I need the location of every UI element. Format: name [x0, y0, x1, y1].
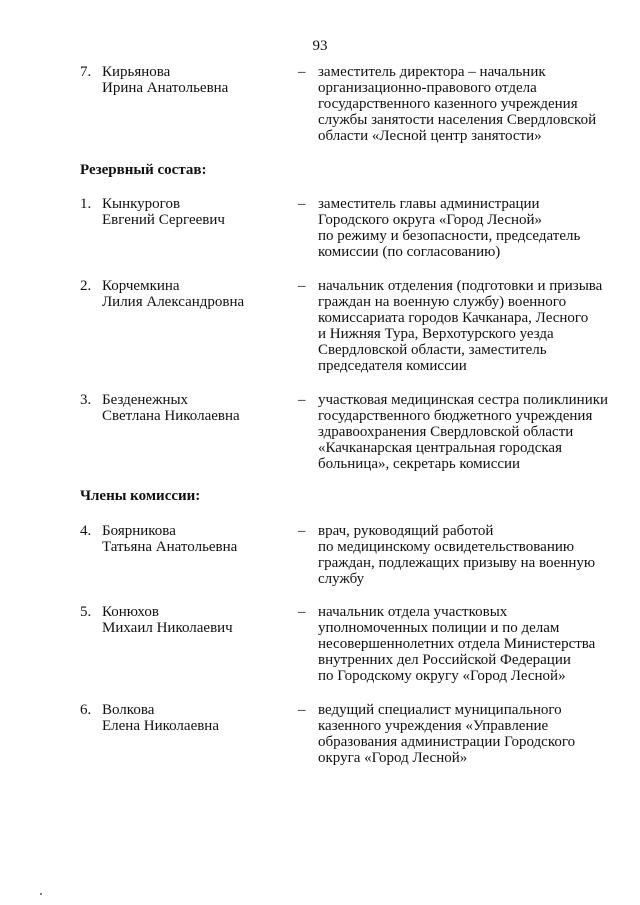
given-names: Ирина Анатольевна [102, 80, 229, 96]
desc-line: организационно-правового отдела [318, 80, 537, 96]
desc-line: больница», секретарь комиссии [318, 456, 521, 472]
surname: Корчемкина [102, 278, 180, 294]
person-name [102, 392, 297, 424]
person-name [102, 523, 297, 555]
desc-line: заместитель главы администрации [318, 196, 540, 212]
person-name [102, 702, 297, 734]
dash: – [298, 278, 306, 294]
position-description [318, 604, 618, 684]
item-number: 5. [80, 604, 92, 620]
person-name [102, 64, 297, 96]
desc-line: заместитель директора – начальник [318, 64, 546, 80]
surname: Кынкурогов [102, 196, 181, 212]
desc-line: комиссариата городов Качканара, Лесного [318, 310, 589, 326]
desc-line: округа «Город Лесной» [318, 750, 468, 766]
desc-line: Городского округа «Город Лесной» [318, 212, 543, 228]
person-name [102, 196, 297, 228]
desc-line: комиссии (по согласованию) [318, 244, 501, 260]
desc-line: области «Лесной центр занятости» [318, 128, 542, 144]
desc-line: здравоохранения Свердловской области [318, 424, 574, 440]
desc-line: участковая медицинская сестра поликлиники [318, 392, 609, 408]
desc-line: несовершеннолетних отдела Министерства [318, 636, 596, 652]
person-name [102, 278, 297, 310]
desc-line: по режиму и безопасности, председатель [318, 228, 581, 244]
given-names: Светлана Николаевна [102, 408, 240, 424]
section-heading-members: Члены комиссии: [80, 488, 201, 504]
given-names: Евгений Сергеевич [102, 212, 225, 228]
item-number: 3. [80, 392, 92, 408]
position-description [318, 278, 618, 374]
desc-line: граждан на военную службу) военного [318, 294, 567, 310]
dash: – [298, 702, 306, 718]
item-number: 2. [80, 278, 92, 294]
surname: Кирьянова [102, 64, 171, 80]
desc-line: уполномоченных полиции и по делам [318, 620, 560, 636]
desc-line: по Городскому округу «Город Лесной» [318, 668, 566, 684]
scan-speck [40, 893, 42, 895]
dash: – [298, 392, 306, 408]
desc-line: врач, руководящий работой [318, 523, 494, 539]
position-description [318, 392, 618, 472]
desc-line: председателя комиссии [318, 358, 467, 374]
position-description [318, 64, 618, 144]
person-name [102, 604, 297, 636]
desc-line: начальник отделения (подготовки и призыва [318, 278, 603, 294]
item-number: 6. [80, 702, 92, 718]
position-description [318, 196, 618, 260]
desc-line: образования администрации Городского [318, 734, 576, 750]
page-number: 93 [312, 38, 328, 54]
surname: Волкова [102, 702, 155, 718]
item-number: 7. [80, 64, 92, 80]
dash: – [298, 604, 306, 620]
surname: Конюхов [102, 604, 159, 620]
desc-line: Свердловской области, заместитель [318, 342, 547, 358]
given-names: Михаил Николаевич [102, 620, 233, 636]
desc-line: службу [318, 571, 365, 587]
position-description [318, 702, 618, 766]
position-description [318, 523, 618, 587]
desc-line: «Качканарская центральная городская [318, 440, 562, 456]
dash: – [298, 64, 306, 80]
desc-line: казенного учреждения «Управление [318, 718, 549, 734]
desc-line: и Нижняя Тура, Верхотурского уезда [318, 326, 554, 342]
desc-line: начальник отдела участковых [318, 604, 508, 620]
surname: Боярникова [102, 523, 176, 539]
desc-line: ведущий специалист муниципального [318, 702, 562, 718]
dash: – [298, 196, 306, 212]
given-names: Елена Николаевна [102, 718, 219, 734]
desc-line: по медицинскому освидетельствованию [318, 539, 575, 555]
desc-line: внутренних дел Российской Федерации [318, 652, 571, 668]
item-number: 1. [80, 196, 92, 212]
dash: – [298, 523, 306, 539]
desc-line: службы занятости населения Свердловской [318, 112, 597, 128]
given-names: Лилия Александровна [102, 294, 245, 310]
desc-line: граждан, подлежащих призыву на военную [318, 555, 596, 571]
desc-line: государственного бюджетного учреждения [318, 408, 593, 424]
desc-line: государственного казенного учреждения [318, 96, 578, 112]
section-heading-reserve: Резервный состав: [80, 162, 207, 178]
given-names: Татьяна Анатольевна [102, 539, 238, 555]
item-number: 4. [80, 523, 92, 539]
surname: Безденежных [102, 392, 189, 408]
